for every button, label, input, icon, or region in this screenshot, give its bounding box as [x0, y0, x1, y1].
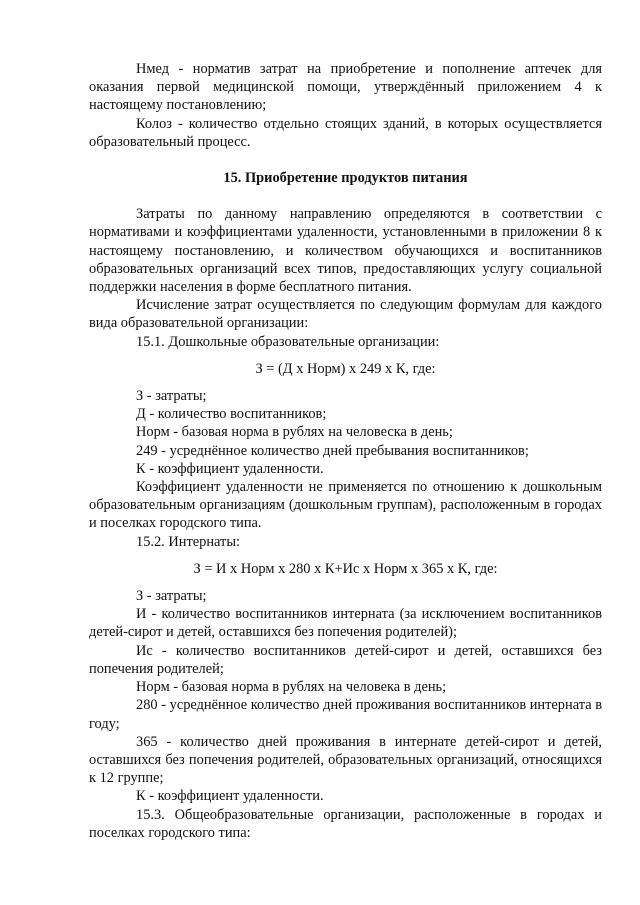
definition-item: 280 - усреднённое количество дней проживания воспитанников интерната в году; — [89, 697, 602, 732]
paragraph-calculation: Исчисление затрат осуществляется по следующим формулам для каждого вида образовательной организации: — [89, 297, 602, 332]
paragraph-intro: Затраты по данному направлению определяются в соответствии с нормативами и коэффициентами удаленности, установленными в приложении 8 к настоящему постановлению, и количеством обучающихся и воспитанников образовательных организаций всех типов, предоставляющих услугу социальной поддержки населения в форме бесплатного питания. — [89, 206, 602, 296]
definition-item: 249 - усреднённое количество дней пребывания воспитанников; — [136, 442, 529, 459]
formula-boarding: З = И х Норм х 280 х К+Ис х Норм х 365 х К, где: — [193, 560, 498, 577]
definition-item: К - коэффициент удаленности. — [136, 460, 324, 477]
subsection-preschool: 15.1. Дошкольные образовательные организации: — [136, 333, 440, 350]
paragraph-koloz: Колоз - количество отдельно стоящих зданий, в которых осуществляется образовательный процесс. — [89, 115, 602, 150]
definition-item: 365 - количество дней проживания в интернате детей-сирот и детей, оставшихся без попечения родителей, образовательных организаций, относящихся к 12 группе; — [89, 733, 602, 787]
note-remoteness: Коэффициент удаленности не применяется по отношению к дошкольным образовательным организациям (дошкольным группам), расположенным в городах и поселках городского типа. — [89, 479, 602, 532]
subsection-boarding: 15.2. Интернаты: — [136, 533, 241, 550]
formula-preschool: З = (Д х Норм) х 249 х К, где: — [255, 360, 436, 377]
definition-item: З - затраты; — [136, 388, 207, 405]
definition-item: Норм - базовая норма в рублях на человеска в день; — [136, 424, 453, 441]
definition-item: З - затраты; — [136, 588, 207, 605]
definition-item: Д - количество воспитанников; — [136, 406, 327, 423]
definition-item: Ис - количество воспитанников детей-сирот и детей, оставшихся без попечения родителей; — [89, 642, 602, 677]
document-body — [89, 60, 602, 842]
definition-item: И - количество воспитанников интерната (за исключением воспитанников детей-сирот и детей, оставшихся без попечения родителей); — [89, 606, 602, 641]
definition-item: К - коэффициент удаленности. — [136, 788, 324, 805]
subsection-general-schools: 15.3. Общеобразовательные организации, расположенные в городах и поселках городского типа: — [89, 806, 602, 841]
paragraph-nmed: Нмед - норматив затрат на приобретение и пополнение аптечек для оказания первой медицинской помощи, утверждённый приложением 4 к настоящему постановлению; — [89, 61, 602, 114]
definition-item: Норм - базовая норма в рублях на человека в день; — [136, 679, 447, 696]
section-title: 15. Приобретение продуктов питания — [223, 170, 468, 187]
